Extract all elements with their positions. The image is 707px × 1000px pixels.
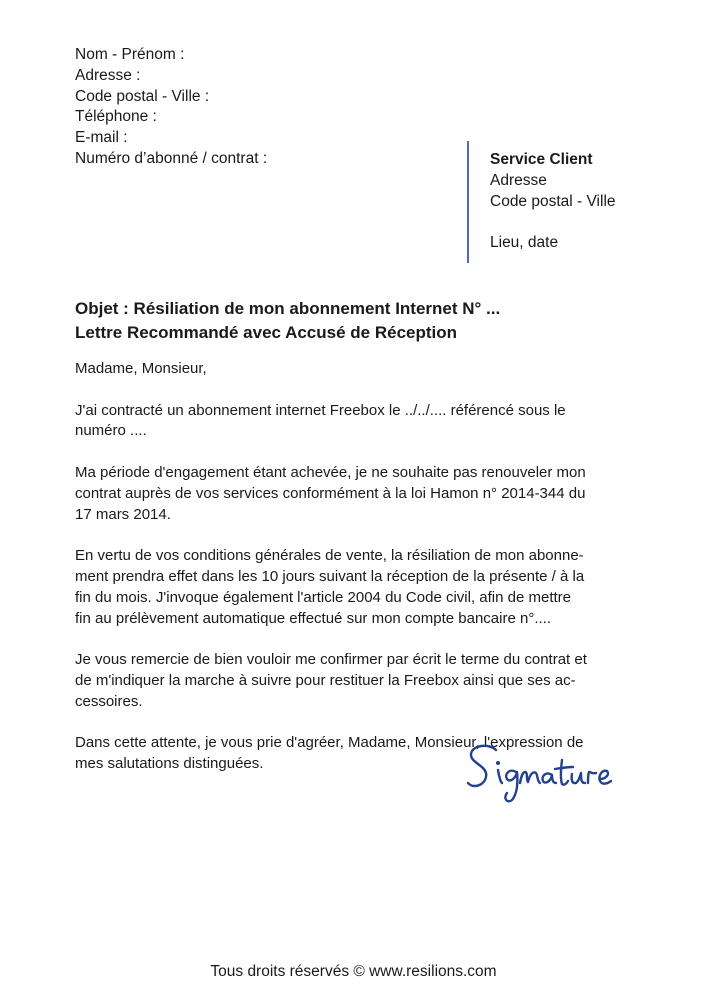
sender-postal-label: Code postal - Ville : xyxy=(75,87,210,105)
footer-copyright: Tous droits réservés © www.resilions.com xyxy=(210,963,497,980)
subject-block xyxy=(75,297,500,345)
subject-line-2: Lettre Recommandé avec Accusé de Réception xyxy=(75,323,458,342)
paragraph-line: Ma période d'engagement étant achevée, je ne souhaite pas renouveler mon xyxy=(75,463,586,481)
signature-drawing xyxy=(462,738,642,808)
paragraph-line: fin du mois. J'invoque également l'article 2004 du Code civil, afin de mettre xyxy=(75,588,571,606)
sender-email-label: E-mail : xyxy=(75,129,128,147)
paragraph-1 xyxy=(75,401,635,443)
paragraph-4 xyxy=(75,650,635,712)
sender-subscriber-label: Numéro d’abonné / contrat : xyxy=(75,149,268,167)
salutation: Madame, Monsieur, xyxy=(75,360,207,377)
paragraph-2 xyxy=(75,463,635,525)
paragraph-line: cessoires. xyxy=(75,692,143,710)
paragraph-line: En vertu de vos conditions générales de vente, la résiliation de mon abonne- xyxy=(75,547,584,565)
recipient-block xyxy=(490,150,616,254)
sender-phone-label: Téléphone : xyxy=(75,108,157,126)
paragraph-line: Je vous remercie de bien vouloir me confirmer par écrit le terme du contrat et xyxy=(75,651,587,669)
paragraph-line: ment prendra effet dans les 10 jours suivant la réception de la présente / à la xyxy=(75,567,585,585)
handwritten-signature xyxy=(462,738,642,808)
paragraph-line: contrat auprès de vos services conformément à la loi Hamon n° 2014-344 du xyxy=(75,484,586,502)
paragraph-line: Dans cette attente, je vous prie d'agréer, Madame, Monsieur, l'expression de xyxy=(75,734,584,752)
recipient-postal: Code postal - Ville xyxy=(490,192,616,210)
subject-line-1: Objet : Résiliation de mon abonnement Internet N° ... xyxy=(75,299,501,318)
recipient-name: Service Client xyxy=(490,151,593,168)
recipient-address: Adresse xyxy=(490,171,547,189)
paragraph-line: numéro .... xyxy=(75,422,147,440)
recipient-spacer xyxy=(490,212,616,233)
recipient-divider xyxy=(467,141,469,263)
sender-name-label: Nom - Prénom : xyxy=(75,46,185,63)
paragraph-line: mes salutations distinguées. xyxy=(75,755,264,773)
sender-address-label: Adresse : xyxy=(75,66,141,84)
sender-block xyxy=(75,45,267,170)
recipient-place-date: Lieu, date xyxy=(490,234,559,252)
paragraph-line: J'ai contracté un abonnement internet Freebox le ../../.... référencé sous le xyxy=(75,401,566,419)
paragraph-line: de m'indiquer la marche à suivre pour restituer la Freebox ainsi que ses ac- xyxy=(75,671,576,689)
letter-body xyxy=(75,359,635,796)
paragraph-line: 17 mars 2014. xyxy=(75,505,171,523)
paragraph-line: fin au prélèvement automatique effectué sur mon compte bancaire n°.... xyxy=(75,609,551,627)
paragraph-3 xyxy=(75,546,635,629)
